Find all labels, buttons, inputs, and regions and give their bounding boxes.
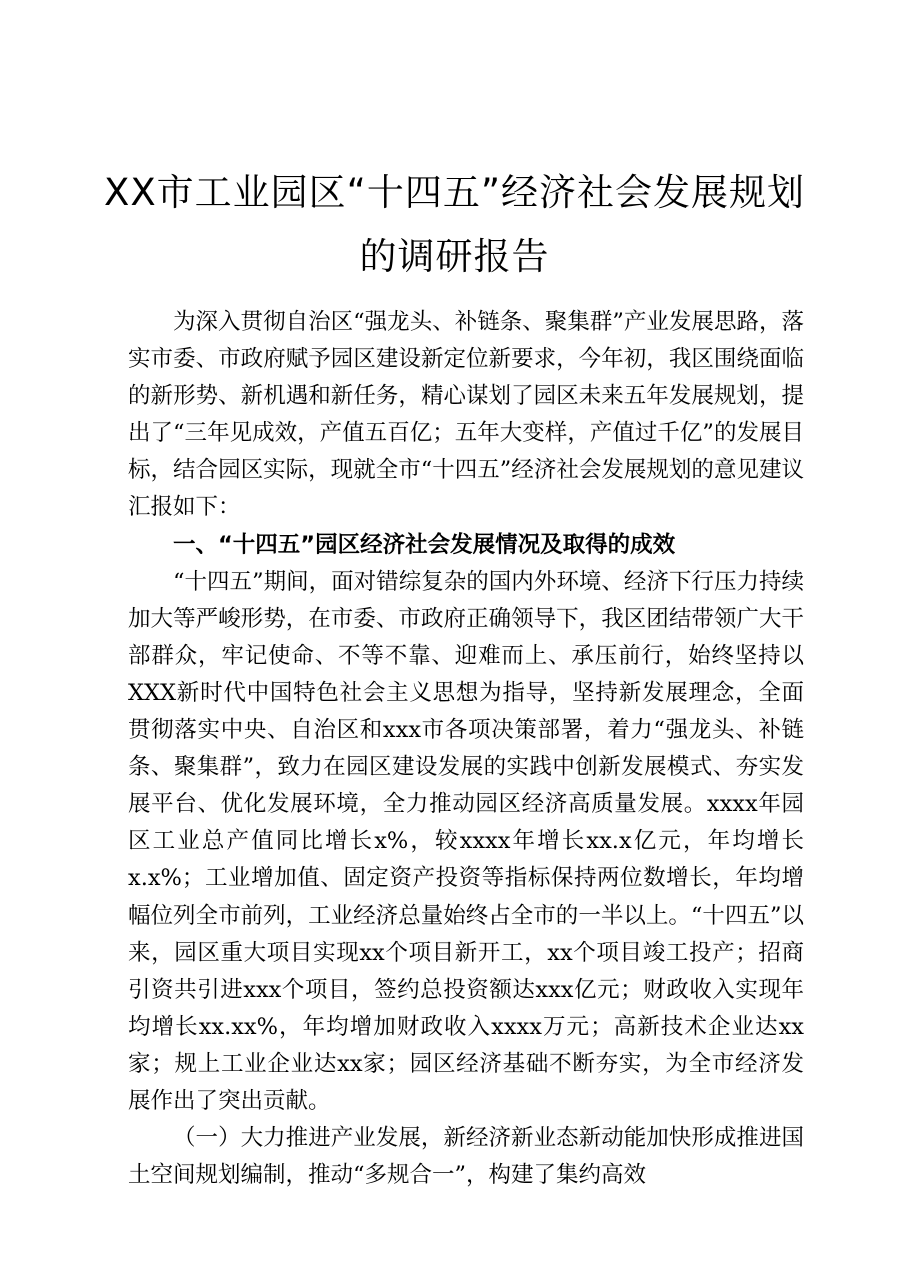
document-title-line-1: XX市工业园区“十四五”经济社会发展规划 bbox=[103, 171, 806, 214]
section-heading-1: 一、“十四五”园区经济社会发展情况及取得的成效 bbox=[173, 531, 676, 558]
body-paragraph: “十四五”期间，面对错综复杂的国内外环境、经济下行压力持续加大等严峻形势，在市委、市政府正确领导下，我区团结带领广大干部群众，牢记使命、不等不靠、迎难而上、承压前行，始终坚持以XXX新时代中国特色社会主义思想为指导，坚持新发展理念，全面贯彻落实中央、自治区和xxx市各项决策部署，着力“强龙头、补链条、聚集群”，致力在园区建设发展的实践中创新发展模式、夯实发展平台、优化发展环境，全力推动园区经济高质量发展。xxxx年园区工业总产值同比增长x%，较xxxx年增长xx.x亿元，年均增长x.x%；工业增加值、固定资产投资等指标保持两位数增长，年均增幅位列全市前列，工业经济总量始终占全市的一半以上。“十四五”以来，园区重大项目实现xx个项目新开工，xx个项目竣工投产；招商引资共引进xxx个项目，签约总投资额达xxx亿元；财政收入实现年均增长xx.xx%，年均增加财政收入xxxx万元；高新技术企业达xx家；规上工业企业达xx家；园区经济基础不断夯实，为全市经济发展作出了突出贡献。 bbox=[128, 568, 804, 1114]
document-body bbox=[128, 304, 804, 1194]
intro-paragraph: 为深入贯彻自治区“强龙头、补链条、聚集群”产业发展思路，落实市委、市政府赋予园区建设新定位新要求，今年初，我区围绕面临的新形势、新机遇和新任务，精心谋划了园区未来五年发展规划，提出了“三年见成效，产值五百亿；五年大变样，产值过千亿”的发展目标，结合园区实际，现就全市“十四五”经济社会发展规划的意见建议汇报如下： bbox=[128, 309, 804, 521]
document-title-line-2: 的调研报告 bbox=[359, 235, 550, 278]
subsection-paragraph-1: （一）大力推进产业发展，新经济新业态新动能加快形成推进国土空间规划编制，推动“多规合一”，构建了集约高效 bbox=[128, 1125, 804, 1189]
